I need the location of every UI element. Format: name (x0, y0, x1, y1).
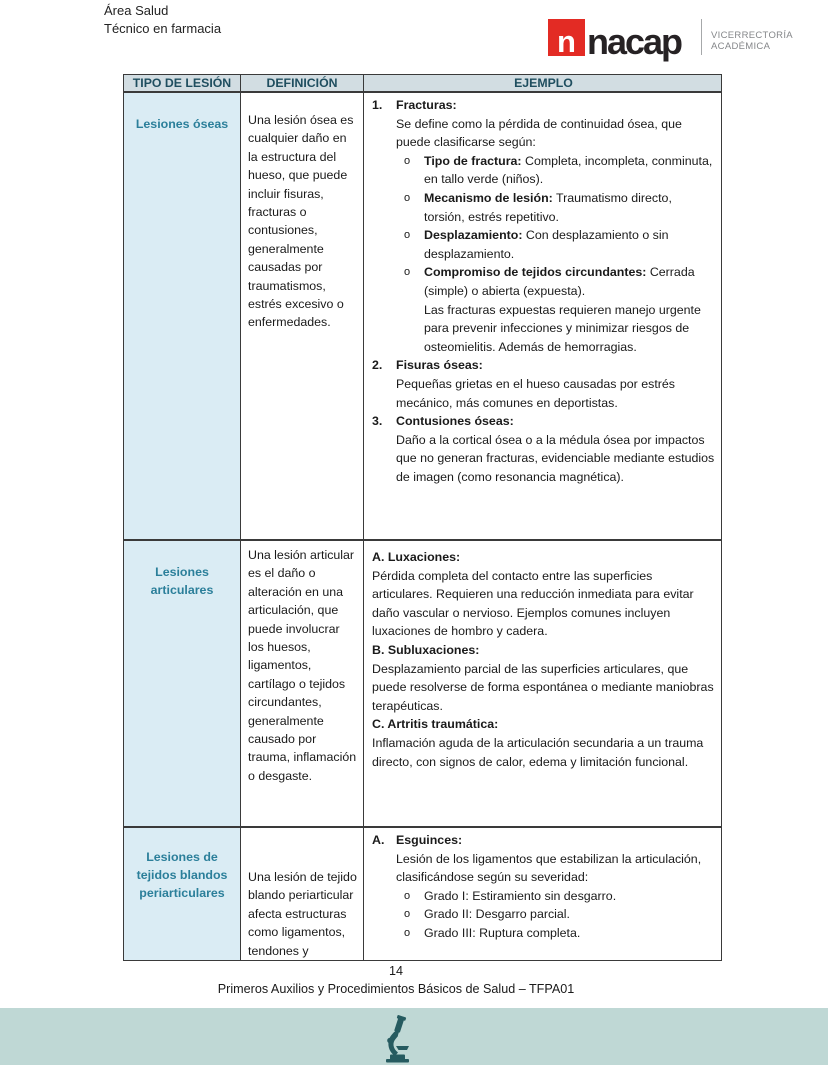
bullet-rest: Cerrada (simple) o abierta (expuesta). (424, 265, 695, 298)
bullet-text: Grado II: Desgarro parcial. (424, 907, 570, 922)
ejemplo-cell (364, 541, 723, 826)
ejemplo-cell (364, 93, 723, 539)
bullet-marker: o (404, 889, 411, 902)
program-title: Técnico en farmacia (104, 20, 222, 36)
sub-bullet (404, 905, 715, 924)
bullet-marker: o (404, 266, 411, 279)
bullet-lead: Mecanismo de lesión: (424, 190, 553, 205)
item-number: 1. (372, 98, 383, 112)
bullet-rest: Con desplazamiento o sin desplazamiento. (424, 228, 669, 261)
item-number: 3. (372, 414, 383, 429)
ejemplo-item (372, 831, 715, 943)
vicerrectoria-line2: ACADÉMICA (711, 41, 771, 52)
definicion-cell: Una lesión de tejido blando periarticular afecta estructuras como ligamentos, tendones y (241, 828, 364, 960)
bullet-extra-paragraph: Las fracturas expuestas requieren manejo urgente para prevenir infecciones y minimizar riesgos de osteomielitis. Además de hemorragias. (424, 302, 701, 354)
tipo-cell: Lesiones articulares (124, 541, 241, 826)
ejemplo-item (372, 96, 715, 356)
block-title: A. Luxaciones: (372, 550, 461, 564)
block-body: Pérdida completa del contacto entre las superficies articulares. Requieren una reducción inmediata para evitar daño vascular o nervioso. Ejemplos comunes incluyen luxaciones de hombro y cadera. (372, 568, 694, 639)
sub-bullet (404, 152, 715, 189)
bullet-rest: Completa, incompleta, conminuta, en tallo verde (niños). (424, 153, 713, 187)
bullet-marker: o (404, 191, 411, 204)
item-intro: Pequeñas grietas en el hueso causadas por estrés mecánico, más comunes en deportistas. (396, 376, 675, 410)
ejemplo-item (372, 356, 715, 412)
bullet-marker: o (404, 154, 411, 167)
vicerrectoria-line1: VICERRECTORÍA (711, 30, 793, 41)
bullet-text (424, 189, 715, 226)
bullet-marker: o (404, 229, 411, 242)
sub-bullet (404, 924, 715, 943)
column-header-definicion: DEFINICIÓN (241, 75, 364, 91)
item-title: Esguinces: (396, 833, 463, 847)
bullet-lead: Desplazamiento: (424, 228, 523, 243)
block-body: Inflamación aguda de la articulación secundaria a un trauma directo, con signos de calor, edema y limitación funcional. (372, 735, 704, 769)
sub-bullet (404, 263, 715, 356)
item-body (396, 356, 715, 412)
logo-divider (701, 19, 702, 55)
definicion-cell: Una lesión articular es el daño o alteración en una articulación, que puede involucrar los huesos, ligamentos, cartílago o tejidos circundantes, generalmente causado por trauma, inflamación o desgaste. (241, 541, 364, 826)
tipo-cell: Lesiones de tejidos blandos periarticulares (124, 828, 241, 960)
bullet-lead: Tipo de fractura: (424, 153, 522, 168)
bullet-marker: o (404, 926, 411, 939)
bullet-lead: Compromiso de tejidos circundantes: (424, 265, 647, 280)
inacap-logo-mark: n (548, 19, 585, 56)
bullet-text: Grado III: Ruptura completa. (424, 925, 581, 940)
ejemplo-block (372, 715, 715, 771)
area-title: Área Salud (104, 3, 169, 18)
block-body: Desplazamiento parcial de las superficies articulares, que puede resolverse de forma espontánea o mediante maniobras terapéuticas. (372, 661, 714, 713)
ejemplo-block (372, 641, 715, 715)
item-title: Fracturas: (396, 98, 457, 112)
bullet-rest: Traumatismo directo, torsión, estrés repetitivo. (424, 190, 672, 224)
inacap-logo (548, 16, 793, 62)
item-number: A. (372, 833, 385, 847)
lesion-table (123, 74, 722, 961)
table-header-row (124, 75, 721, 93)
microscope-icon (374, 1015, 420, 1063)
table-row-lesiones-articulares (124, 541, 721, 828)
item-intro: Se define como la pérdida de continuidad ósea, que puede clasificarse según: (396, 116, 682, 150)
footer-course-title: Primeros Auxilios y Procedimientos Básicos de Salud – TFPA01 (217, 981, 575, 996)
bullet-text: Grado I: Estiramiento sin desgarro. (424, 888, 617, 903)
tipo-cell: Lesiones óseas (124, 93, 241, 539)
block-title: C. Artritis traumática: (372, 717, 499, 732)
sub-bullet (404, 226, 715, 263)
item-body (396, 412, 715, 486)
table-row-lesiones-oseas (124, 93, 721, 541)
sub-bullet (404, 887, 715, 906)
bullet-text (424, 263, 715, 356)
item-intro: Lesión de los ligamentos que estabilizan la articulación, clasificándose según su severidad: (396, 851, 702, 885)
inacap-wordmark: nacap (587, 20, 682, 62)
item-title: Fisuras óseas: (396, 358, 483, 373)
page-footer (0, 963, 792, 998)
column-header-ejemplo: EJEMPLO (514, 76, 573, 90)
ejemplo-item (372, 412, 715, 486)
bullet-text (424, 226, 715, 263)
item-number: 2. (372, 358, 383, 373)
vicerrectoria-label (711, 20, 793, 52)
document-header (104, 2, 221, 37)
item-body (396, 96, 715, 356)
item-title: Contusiones óseas: (396, 414, 514, 429)
bullet-text (424, 152, 715, 189)
block-title: B. Subluxaciones: (372, 642, 480, 657)
ejemplo-block (372, 548, 715, 641)
column-header-tipo: TIPO DE LESIÓN (124, 75, 241, 91)
definicion-cell: Una lesión ósea es cualquier daño en la estructura del hueso, que puede incluir fisuras, fracturas o contusiones, generalmente causadas por traumatismos, estrés excesivo o enfermedades. (241, 93, 364, 539)
item-intro: Daño a la cortical ósea o a la médula ósea por impactos que no generan fracturas, evidenciable mediante estudios de imagen (como resonancia magnética). (396, 432, 715, 484)
sub-bullet (404, 189, 715, 226)
footer-page-number: 14 (388, 964, 403, 978)
bullet-marker: o (404, 908, 411, 921)
bottom-band (0, 1008, 828, 1065)
item-body (396, 831, 715, 943)
ejemplo-cell (364, 828, 723, 960)
table-row-lesiones-tejidos-blandos (124, 828, 721, 960)
